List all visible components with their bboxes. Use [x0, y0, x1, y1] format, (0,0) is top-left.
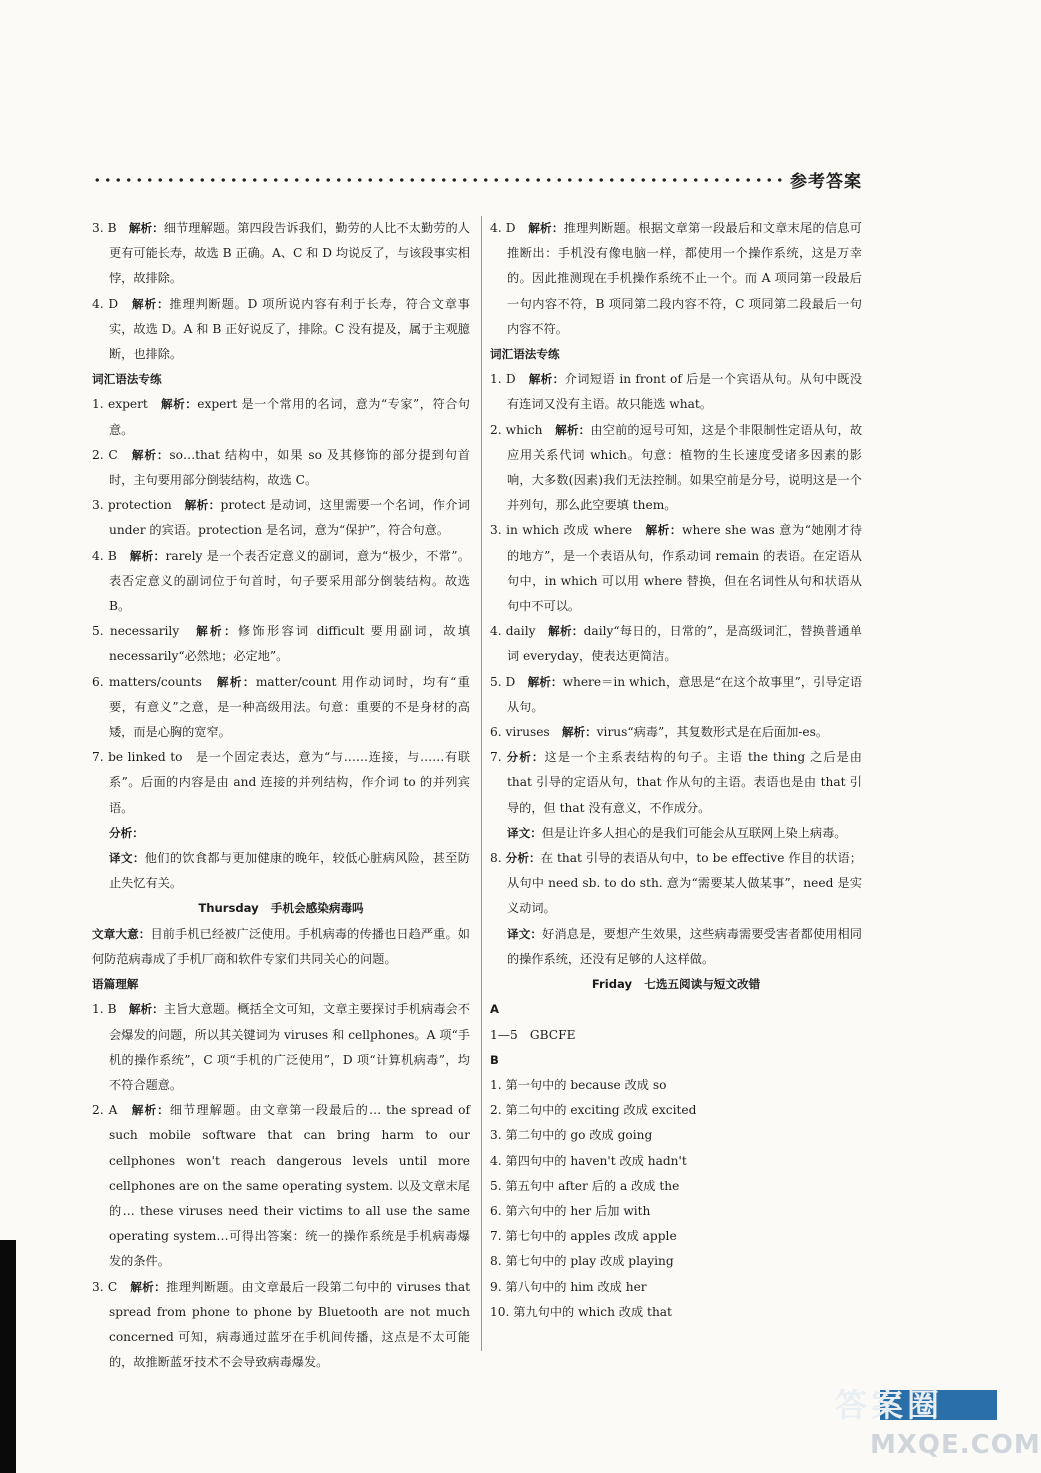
correction-item: 2. 第二句中的 exciting 改成 excited — [490, 1103, 697, 1118]
left-column — [92, 216, 470, 1375]
watermark-logo — [835, 1380, 1041, 1470]
correction-item: 10. 第九句中的 which 改成 that — [490, 1304, 672, 1319]
scan-edge-shadow — [0, 1240, 16, 1473]
reading-2: 2. A 解析：细节理解题。由文章第一段最后的… the spread of such mobile software that can bring harm to our cellphones won't reach dangerous levels until more cellphones are on the same operating system. 以及文章末尾的… these viruses need their victims to all use the same operating system…可得出答案：统一的操作系统是手机病毒爆发的条件。 — [92, 1103, 471, 1269]
answer-3: 3. B 解析：细节理解题。第四段告诉我们，勤劳的人比不太勤劳的人更有可能长寿，故选 B 正确。A、C 和 D 均说反了，与该段事实相悖，故排除。 — [92, 221, 470, 286]
correction-item: 8. 第七句中的 play 改成 playing — [490, 1254, 674, 1269]
watermark-text: 答案圈 — [835, 1386, 944, 1424]
correction-item: 7. 第七句中的 apples 改成 apple — [490, 1229, 677, 1244]
vocab-3: 3. protection 解析：protect 是动词，这里需要一个名词，作介词 under 的宾语。protection 是名词，意为“保护”，符合句意。 — [92, 498, 470, 538]
reading-4: 4. D 解析：推理判断题。根据文章第一段最后和文章末尾的信息可推断出：手机没有像电脑一样，都使用一个操作系统，这是万幸的。因此推测现在手机操作系统不止一个。而 A 项同第一段最后一句内容不符，B 项同第二段内容不符，C 项同第二段最后一句内容不符。 — [490, 221, 862, 336]
vocab-6: 6. matters/counts 解析：matter/count 用作动词时，均有“重要，有意义”之意，是一种高级用法。句意：重要的不是身材的高矮，而是心胸的宽窄。 — [92, 674, 470, 740]
correction-item: 4. 第四句中的 haven't 改成 hadn't — [490, 1153, 687, 1168]
watermark-url: MXQE.COM — [870, 1430, 1041, 1460]
grammar-5: 5. D 解析：where＝in which，意思是“在这个故事里”，引导定语从句。 — [490, 674, 863, 714]
reading-3: 3. C 解析：推理判断题。由文章最后一段第二句中的 viruses that spread from phone to phone by Bluetooth are not much concerned 可知，病毒通过蓝牙在手机间传播，这点是不太可能的，故推断蓝牙技术不会导致病毒爆发。 — [92, 1279, 471, 1370]
grammar-8-translation: 译文：好消息是，要想产生效果，这些病毒需要受害者都使用相同的操作系统，还没有足够的人这样做。 — [507, 926, 862, 966]
vocab-5: 5. necessarily 解析：修饰形容词 difficult 要用副词，故填 necessarily“必然地；必定地”。 — [92, 624, 471, 664]
grammar-1: 1. D 解析：介词短语 in front of 后是一个宾语从句。从句中既没有连词又没有主语。故只能选 what。 — [490, 372, 863, 412]
grammar-7: 7. 分析：这是一个主系表结构的句子。主语 the thing 之后是由 that 引导的定语从句，that 作从句的主语。表语也是由 that 引导的，但 that 没有意义，不作成分。 — [490, 750, 862, 815]
header-title: 参考答案 — [790, 172, 862, 192]
grammar-4: 4. daily 解析：daily“每日的，日常的”，是高级词汇，替换普通单词 everyday，使表达更简洁。 — [490, 624, 862, 664]
answers-a: 1—5 GBCFE — [490, 1027, 576, 1042]
page-header — [92, 172, 862, 198]
thursday-heading: Thursday 手机会感染病毒吗 — [198, 901, 364, 916]
vocab-1: 1. expert 解析：expert 是一个常用的名词，意为“专家”，符合句意。 — [92, 397, 470, 437]
grammar-8: 8. 分析：在 that 引导的表语从句中，to be effective 作目的状语；从句中 need sb. to do sth. 意为“需要某人做某事”，need 是实义动词。 — [490, 851, 862, 916]
dotted-rule — [92, 178, 782, 182]
vocab-4: 4. B 解析：rarely 是一个表否定意义的副词，意为“极少，不常”。表否定意义的副词位于句首时，句子要采用部分倒装结构。故选 B。 — [92, 548, 470, 614]
right-column — [490, 216, 862, 1325]
reading-1: 1. B 解析：主旨大意题。概括全文可知，文章主要探讨手机病毒会不会爆发的问题，所以其关键词为 viruses 和 cellphones。A 项“手机的操作系统”，C 项“手机的广泛使用”，D 项“计算机病毒”，均不符合题意。 — [92, 1002, 470, 1092]
section-a: A — [490, 1002, 499, 1017]
section-vocab: 词汇语法专练 — [92, 372, 162, 387]
thursday-summary: 文章大意：目前手机已经被广泛使用。手机病毒的传播也日趋严重。如何防范病毒成了手机厂商和软件专家们共同关心的问题。 — [92, 926, 470, 966]
vocab-2: 2. C 解析：so…that 结构中，如果 so 及其修饰的部分提到句首时，主句要用部分倒装结构，故选 C。 — [92, 447, 471, 488]
friday-heading: Friday 七选五阅读与短文改错 — [591, 977, 761, 992]
grammar-6: 6. viruses 解析：virus“病毒”，其复数形式是在后面加-es。 — [490, 725, 829, 740]
grammar-2: 2. which 解析：由空前的逗号可知，这是个非限制性定语从句，故应用关系代词 which。句意：植物的生长速度受诸多因素的影响，大多数(因素)我们无法控制。如果空前是分号，说明这是一个并列句，那么此空要填 them。 — [490, 422, 863, 513]
grammar-7-translation: 译文：但是让许多人担心的是我们可能会从互联网上染上病毒。 — [507, 825, 847, 840]
column-divider — [481, 216, 482, 1351]
section-b: B — [490, 1052, 499, 1067]
vocab-7-translation: 译文：他们的饮食都与更加健康的晚年，较低心脏病风险，甚至防止失忆有关。 — [109, 851, 470, 891]
correction-item: 3. 第二句中的 go 改成 going — [490, 1128, 653, 1143]
vocab-7: 7. be linked to 是一个固定表达，意为“与……连接，与……有联系”。后面的内容是由 and 连接的并列结构，作介词 to 的并列宾语。 分析： — [92, 750, 471, 840]
correction-item: 1. 第一句中的 because 改成 so — [490, 1077, 667, 1092]
section-vocab-2: 词汇语法专练 — [490, 347, 560, 362]
correction-item: 6. 第六句中的 her 后加 with — [490, 1203, 651, 1218]
section-reading: 语篇理解 — [92, 977, 139, 992]
correction-item: 9. 第八句中的 him 改成 her — [490, 1279, 647, 1294]
grammar-3: 3. in which 改成 where 解析：where she was 意为“她刚才待的地方”，是一个表语从句，作系动词 remain 的表语。在定语从句中，in which 可以用 where 替换，但在名词性从句和状语从句中不可以。 — [490, 523, 863, 614]
correction-item: 5. 第五句中 after 后的 a 改成 the — [490, 1178, 680, 1193]
answer-4: 4. D 解析：推理判断题。D 项所说内容有利于长寿，符合文章事实，故选 D。A 和 B 正好说反了，排除。C 没有提及，属于主观臆断，也排除。 — [92, 296, 470, 362]
